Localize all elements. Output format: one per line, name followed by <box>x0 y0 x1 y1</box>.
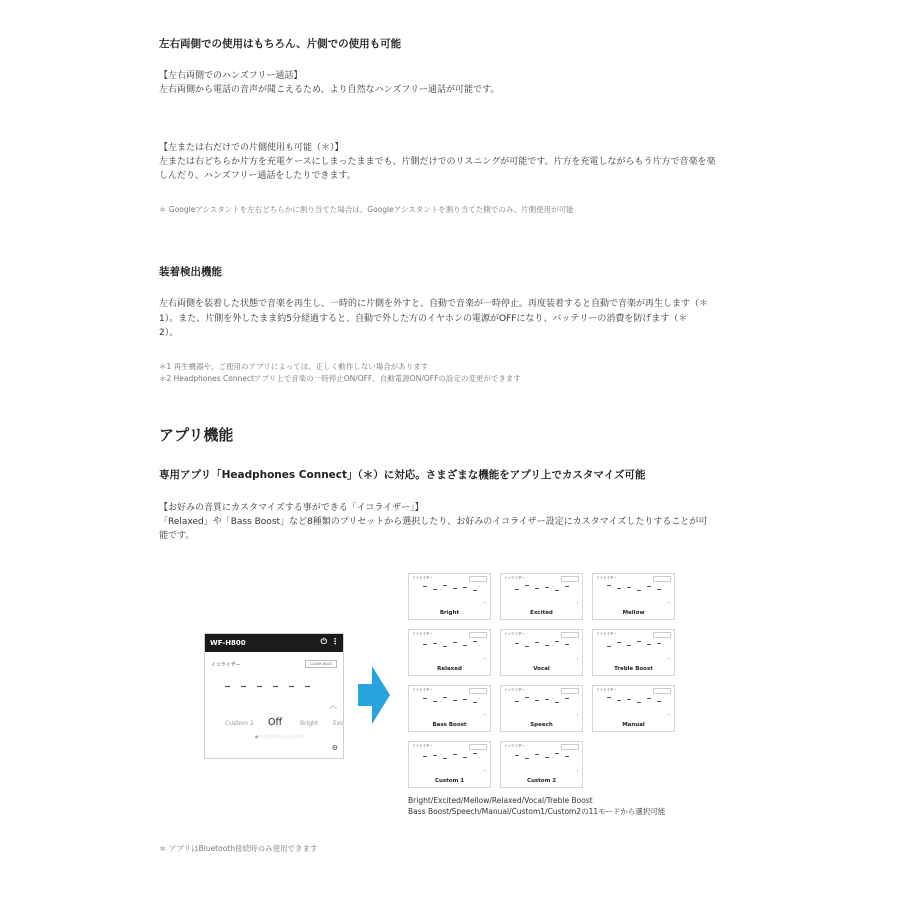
handsfree-heading: 【左右両側でのハンズフリー通話】 <box>159 71 303 81</box>
thumbnail-eq-band <box>515 589 519 590</box>
preset-thumbnail-label: Bright <box>439 610 460 616</box>
preset-thumbnail[interactable] <box>500 685 583 732</box>
thumbnail-eq-band <box>617 642 621 643</box>
preset-thumbnail-label: Custom 2 <box>526 778 557 784</box>
preset-off[interactable]: Off <box>268 717 283 728</box>
preset-thumbnail[interactable] <box>408 685 491 732</box>
gear-icon[interactable]: ⚙ <box>331 744 338 752</box>
wear-detection-note-1: ＊1 再生機器や、ご使用のアプリによっては、正しく動作しない場合があります <box>159 362 429 371</box>
thumbnail-eq-band <box>453 700 457 701</box>
page-indicator: ●○○○○○○○○○○ <box>255 734 305 739</box>
chevron-up-icon: ︿ <box>483 655 487 660</box>
preset-thumbnail-label: Manual <box>622 722 645 728</box>
thumbnail-eq-band <box>433 701 437 702</box>
thumbnail-select <box>469 688 487 694</box>
google-assistant-note: ＊ Googleアシスタントを左右どちらかに割り当てた場合は、Googleアシスタントを割り当てた側でのみ、片側使用が可能 <box>159 205 574 214</box>
chevron-up-icon: ︿ <box>667 599 671 604</box>
thumbnail-eq-band <box>433 643 437 644</box>
thumbnail-eq-band <box>423 698 427 699</box>
thumbnail-eq-band <box>473 590 477 591</box>
chevron-up-icon: ︿ <box>575 711 579 716</box>
eq-band[interactable] <box>289 686 294 687</box>
thumbnail-eq-band <box>647 644 651 645</box>
app-phone-screenshot <box>204 633 344 759</box>
preset-thumbnail[interactable] <box>592 685 675 732</box>
preset-thumbnail[interactable] <box>592 629 675 676</box>
thumbnail-eq-band <box>607 585 611 586</box>
thumbnail-eq-band <box>555 702 559 703</box>
thumbnail-select <box>561 688 579 694</box>
thumbnail-select <box>561 576 579 582</box>
chevron-up-icon: ︿ <box>667 711 671 716</box>
thumbnail-eq-band <box>637 641 641 642</box>
thumbnail-eq-band <box>473 753 477 754</box>
chevron-up-icon: ︿ <box>483 711 487 716</box>
thumbnail-select <box>469 744 487 750</box>
thumbnail-eq-band <box>617 588 621 589</box>
thumbnail-eq-band <box>535 588 539 589</box>
thumbnail-eq-band <box>443 697 447 698</box>
thumbnail-eq-band <box>463 587 467 588</box>
chevron-up-icon: ︿ <box>483 767 487 772</box>
preset-bright[interactable]: Bright <box>300 720 319 727</box>
thumbnail-eq-band <box>565 586 569 587</box>
section-title-dual-single-use: 左右両側での使用はもちろん、片側での使用も可能 <box>159 38 402 50</box>
thumbnail-eq-band <box>535 700 539 701</box>
thumbnail-select <box>561 744 579 750</box>
preset-caption-line1: Bright/Excited/Mellow/Relaxed/Vocal/Treble Boost <box>408 796 593 805</box>
thumbnail-select <box>653 688 671 694</box>
preset-custom2[interactable]: Custom 2 <box>225 720 254 727</box>
equalizer-select[interactable]: CLEAR BASS <box>305 660 337 668</box>
handsfree-body: 左右両側から電話の音声が聞こえるため、より自然なハンズフリー通話が可能です。 <box>159 85 500 95</box>
thumbnail-eq-band <box>555 590 559 591</box>
preset-caption-line2: Bass Boost/Speech/Manual/Custom1/Custom2の11モードから選択可能 <box>408 807 666 816</box>
menu-icon[interactable]: ⋮ <box>331 637 339 646</box>
preset-thumbnail-label: Speech <box>530 722 553 728</box>
wear-detection-body-line1: 左右両側を装着した状態で音楽を再生し、一時的に片側を外すと、自動で音楽が一時停止。再度装着すると自動で音楽が再生します（＊ <box>159 299 709 309</box>
thumbnail-eq-band <box>657 643 661 644</box>
preset-thumbnail-label: Mellow <box>622 610 645 616</box>
section-title-app: アプリ機能 <box>159 426 234 444</box>
thumbnail-eq-band <box>607 646 611 647</box>
chevron-up-icon: ︿ <box>575 767 579 772</box>
app-subtitle: 専用アプリ「Headphones Connect」（＊）に対応。さまざまな機能をアプリ上でカスタマイズ可能 <box>159 469 646 481</box>
app-header-bar <box>205 634 343 652</box>
thumbnail-select <box>469 576 487 582</box>
thumbnail-eq-band <box>637 702 641 703</box>
thumbnail-eq-band <box>555 641 559 642</box>
preset-thumbnail[interactable] <box>408 573 491 620</box>
arrow-right-icon <box>358 666 390 724</box>
thumbnail-eq-band <box>627 645 631 646</box>
wear-detection-body-line3: 2）。 <box>159 328 179 338</box>
thumbnail-eq-band <box>607 697 611 698</box>
thumbnail-eq-band <box>647 586 651 587</box>
thumbnail-eq-band <box>463 699 467 700</box>
preset-thumbnail-label: Excited <box>530 610 553 616</box>
thumbnail-eq-band <box>545 757 549 758</box>
preset-thumbnail[interactable] <box>592 573 675 620</box>
preset-thumbnail-label: Bass Boost <box>432 722 467 728</box>
thumbnail-title: イコライザー <box>412 576 433 580</box>
preset-thumbnail-label: Treble Boost <box>614 666 653 672</box>
preset-thumbnail-label: Custom 1 <box>434 778 465 784</box>
preset-thumbnail[interactable] <box>500 741 583 788</box>
thumbnail-eq-band <box>433 755 437 756</box>
preset-thumbnail-label: Vocal <box>533 666 550 672</box>
single-side-heading: 【左または右だけでの片側使用も可能（＊）】 <box>159 143 344 153</box>
thumbnail-title: イコライザー <box>412 632 433 636</box>
thumbnail-eq-band <box>443 758 447 759</box>
chevron-up-icon: ︿ <box>575 599 579 604</box>
thumbnail-eq-band <box>525 646 529 647</box>
thumbnail-eq-band <box>423 756 427 757</box>
preset-thumbnail[interactable] <box>408 629 491 676</box>
thumbnail-title: イコライザー <box>504 632 525 636</box>
thumbnail-eq-band <box>433 589 437 590</box>
preset-excited-partial[interactable]: Exc <box>333 720 344 727</box>
preset-caption <box>408 795 665 817</box>
bluetooth-note: ＊ アプリはBluetooth接続時のみ使用できます <box>159 844 318 853</box>
chevron-up-icon: ︿ <box>667 655 671 660</box>
thumbnail-eq-band <box>525 697 529 698</box>
thumbnail-title: イコライザー <box>412 744 433 748</box>
equalizer-label: イコライザー <box>211 662 241 668</box>
single-side-body-line2: しんだり、ハンズフリー通話をしたりできます。 <box>159 171 356 181</box>
eq-band[interactable] <box>225 686 230 687</box>
eq-band[interactable] <box>305 686 310 687</box>
section-title-wear-detection: 装着検出機能 <box>159 266 222 278</box>
thumbnail-eq-band <box>473 702 477 703</box>
thumbnail-eq-band <box>545 587 549 588</box>
thumbnail-select <box>653 632 671 638</box>
thumbnail-select <box>469 632 487 638</box>
thumbnail-eq-band <box>637 590 641 591</box>
thumbnail-eq-band <box>525 758 529 759</box>
thumbnail-eq-band <box>657 589 661 590</box>
thumbnail-eq-band <box>463 757 467 758</box>
preset-thumbnail[interactable] <box>408 741 491 788</box>
thumbnail-eq-band <box>473 641 477 642</box>
thumbnail-eq-band <box>657 701 661 702</box>
thumbnail-eq-band <box>555 753 559 754</box>
wear-detection-body-line2: 1）。また、片側を外したまま約5分経過すると、自動で外した方のイヤホンの電源がOFFになり、バッテリーの消費を防げます（＊ <box>159 314 688 324</box>
preset-thumbnail[interactable] <box>500 629 583 676</box>
thumbnail-select <box>653 576 671 582</box>
thumbnail-eq-band <box>565 644 569 645</box>
thumbnail-title: イコライザー <box>596 576 617 580</box>
thumbnail-eq-band <box>535 642 539 643</box>
preset-thumbnail-label: Relaxed <box>437 666 462 672</box>
thumbnail-eq-band <box>453 754 457 755</box>
thumbnail-eq-band <box>463 645 467 646</box>
thumbnail-eq-band <box>423 586 427 587</box>
eq-band[interactable] <box>241 686 246 687</box>
thumbnail-title: イコライザー <box>412 688 433 692</box>
thumbnail-eq-band <box>565 698 569 699</box>
thumbnail-title: イコライザー <box>504 688 525 692</box>
thumbnail-select <box>561 632 579 638</box>
thumbnail-eq-band <box>423 644 427 645</box>
thumbnail-eq-band <box>453 588 457 589</box>
power-icon[interactable]: ⏻ <box>320 637 327 646</box>
thumbnail-eq-band <box>515 643 519 644</box>
thumbnail-title: イコライザー <box>504 744 525 748</box>
equalizer-heading: 【お好みの音質にカスタマイズする事ができる「イコライザー」】 <box>159 503 424 513</box>
thumbnail-eq-band <box>545 645 549 646</box>
wear-detection-note-2: ＊2 Headphones Connectアプリ上で音楽の一時停止ON/OFF、自動電源ON/OFFの設定の変更ができます <box>159 374 521 383</box>
thumbnail-eq-band <box>627 699 631 700</box>
thumbnail-title: イコライザー <box>596 632 617 636</box>
chevron-up-icon[interactable]: ︿ <box>329 701 337 710</box>
thumbnail-eq-band <box>515 701 519 702</box>
eq-band[interactable] <box>257 686 262 687</box>
preset-thumbnail[interactable] <box>500 573 583 620</box>
thumbnail-eq-band <box>453 642 457 643</box>
thumbnail-eq-band <box>617 700 621 701</box>
equalizer-bands <box>225 674 325 702</box>
thumbnail-eq-band <box>525 585 529 586</box>
thumbnail-eq-band <box>647 698 651 699</box>
thumbnail-eq-band <box>627 587 631 588</box>
chevron-up-icon: ︿ <box>483 599 487 604</box>
thumbnail-title: イコライザー <box>596 688 617 692</box>
equalizer-body-line2: 能です。 <box>159 531 195 541</box>
eq-band[interactable] <box>273 686 278 687</box>
thumbnail-eq-band <box>545 699 549 700</box>
chevron-up-icon: ︿ <box>575 655 579 660</box>
thumbnail-eq-band <box>535 754 539 755</box>
equalizer-body-line1: 「Relaxed」や「Bass Boost」など8種類のプリセットから選択したり、お好みのイコライザー設定にカスタマイズしたりすることが可 <box>159 517 708 527</box>
thumbnail-eq-band <box>515 755 519 756</box>
single-side-body-line1: 左または右どちらか片方を充電ケースにしまったままでも、片側だけでのリスニングが可能です。片方を充電しながらもう片方で音楽を楽 <box>159 157 716 167</box>
thumbnail-eq-band <box>443 585 447 586</box>
thumbnail-eq-band <box>565 756 569 757</box>
thumbnail-eq-band <box>443 646 447 647</box>
device-name: WF-H800 <box>210 639 246 647</box>
thumbnail-title: イコライザー <box>504 576 525 580</box>
